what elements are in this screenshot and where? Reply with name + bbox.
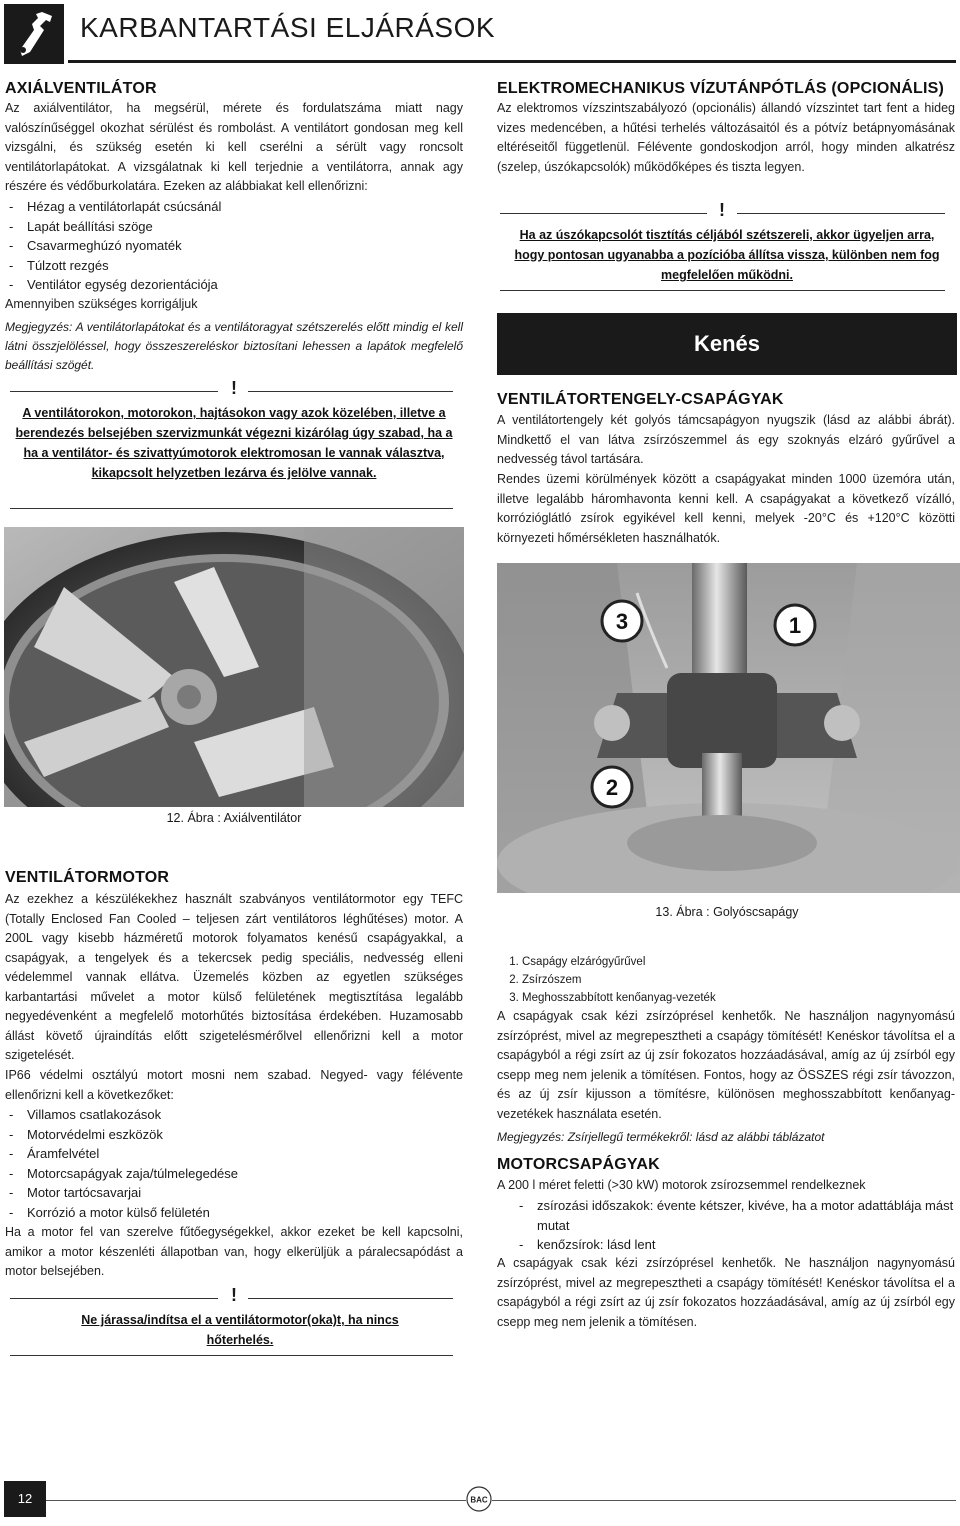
- svg-text:1: 1: [788, 613, 802, 638]
- footer-rule: [492, 1500, 956, 1501]
- list-item: - Korrózió a motor külső felületén: [5, 1203, 463, 1223]
- warning-rule: [737, 213, 945, 214]
- shaft-bearing-paragraph-2: Rendes üzemi körülmények között a csapágyakat minden 1000 üzemóra után, illetve legalább háromhavonta kenni kell. A csapágyakat a következő vízálló, korrózióglátló zsírok egyikével kell kenni, melyek -20°C és +120°C közötti környezeti hőmérsékleten használhatók.: [497, 472, 955, 545]
- page-title: KARBANTARTÁSI ELJÁRÁSOK: [80, 12, 496, 43]
- motor-title: VENTILÁTORMOTOR: [5, 869, 170, 886]
- bearing-caption: 13. Ábra : Golyóscsapágy: [655, 905, 799, 919]
- motor-bearing-title: MOTORCSAPÁGYAK: [497, 1156, 660, 1173]
- warning-rule: [10, 1355, 453, 1356]
- list-item: - Villamos csatlakozások: [5, 1105, 463, 1125]
- axial-paragraph: Az axiálventilátor, ha megsérül, mérete és fordulatszáma miatt nagy valószínűséggel okozhat sérülést és rombolást. A ventilátort gondosan meg kell vizsgálni, és szükség esetén ki kell cserélni a sérült vagy roncsolt ventilátorlapátokat. A vizsgálatnak ki kell terjednie a ventilátorra, annak agy részére és védőburkolatára. Ezeken az alábbiakat kell ellenőrizni:: [5, 101, 463, 193]
- elektro-title: ELEKTROMECHANIKUS VÍZUTÁNPÓTLÁS (OPCIONÁLIS): [497, 80, 945, 97]
- list-item: 2. Zsírzószem: [522, 971, 960, 989]
- shaft-bearing-note: Megjegyzés: Zsírjellegű termékekről: lásd az alábbi táblázatot: [497, 1130, 825, 1144]
- warning-rule: [500, 213, 707, 214]
- warning-icon: !: [231, 378, 237, 398]
- elektro-paragraph: Az elektromos vízszintszabályozó (opcionális) állandó vízszintet tart fent a hideg vizes medencében, a hűtési terhelés változásaitól és a pótvíz betápnyomásának eltéréseitől függetlenül. Félévente gondoskodjon arról, hogy minden alkatrész (szelep, úszókapcsolók) működőképes és tiszta legyen.: [497, 101, 955, 174]
- page-number: 12: [4, 1481, 46, 1517]
- warning-rule: [10, 508, 453, 509]
- bearing-illustration: [497, 563, 960, 893]
- axial-after: Amennyiben szükséges korrigáljuk: [5, 297, 198, 311]
- callout-1: [775, 605, 815, 645]
- warning-rule: [248, 1298, 453, 1299]
- list-item: - Motor tartócsavarjai: [5, 1183, 463, 1203]
- warning-rule: [500, 290, 945, 291]
- axial-note: Megjegyzés: A ventilátorlapátokat és a ventilátoragyat szétszerelés előtt mindig el kell látni összjelöléssel, hogy összeszereléskor biztosítani lehessen a lapátok megfelelő beállítási szögét.: [5, 320, 463, 372]
- warning-rule: [248, 391, 453, 392]
- list-item: - Lapát beállítási szöge: [5, 217, 463, 237]
- callout-3: [602, 601, 642, 641]
- motor-warning: Ne járassa/indítsa el a ventilátormotor(oka)t, ha nincs hőterhelés.: [81, 1313, 399, 1347]
- footer-rule: [46, 1500, 466, 1501]
- motor-check-list: [5, 1105, 463, 1222]
- svg-text:3: 3: [615, 609, 629, 634]
- list-item: - Motorvédelmi eszközök: [5, 1125, 463, 1145]
- bac-logo-icon: [466, 1486, 492, 1512]
- shaft-bearing-paragraph-1: A ventilátortengely két golyós támcsapágyon nyugszik (lásd az alábbi ábrát). Mindkettő el van látva zsírzószemmel ás egy szoknyás elzáró gyűrűvel a nedvesség távol tartására.: [497, 413, 955, 466]
- motor-paragraph-1: Az ezekhez a készülékekhez használt szabványos ventilátormotor egy TEFC (Totally Enclosed Fan Cooled – teljesen zárt ventilátoros léghűtéses) motor. A 200L vagy kisebb házméretű motorok folyamatos kenésű csapágyakkal, a csapágyak, a tengelyek és a tekercsek pedig speciális, nedvesség elleni védelemmel vannak ellátva. Üzemelés közben az egyetlen szükséges karbantartási művelet a motor külső felületének megtisztítása legalább negyedévenként a megfelelő motorhűtés biztosítása érdekében. Huzamosabb állást követő újraindítás előtt szigetelésmérőlvel ellenőrizni kell a motor szigetelését.: [5, 892, 463, 1062]
- bearing-parts-list: [500, 953, 960, 1007]
- warning-rule: [10, 391, 218, 392]
- callout-2: [592, 767, 632, 807]
- list-item: 1. Csapágy elzárógyűrűvel: [522, 953, 960, 971]
- list-item: - kenőzsírok: lásd lent: [515, 1235, 955, 1255]
- motor-bearing-paragraph-1: A 200 l méret feletti (>30 kW) motorok zsírozsemmel rendelkeznek: [497, 1178, 866, 1192]
- axial-caption: 12. Ábra : Axiálventilátor: [166, 811, 302, 825]
- header-rule: [68, 60, 956, 63]
- axial-warning: A ventilátorokon, motorokon, hajtásokon vagy azok közelében, illetve a berendezés belsejében szervizmunkát végezni kizárólag úgy szabad, ha a ha a ventilátor- és szivattyúmotorok elektromosan le vannak választva, kikapcsolt helyzetben lezárva és jelölve vannak.: [15, 406, 453, 480]
- axial-check-list: [5, 197, 463, 295]
- bearing-photo: [497, 563, 960, 893]
- motor-bearing-list: [515, 1196, 955, 1255]
- header-logo: [4, 4, 64, 64]
- motor-bearing-paragraph-2: A csapágyak csak kézi zsírzóprésel kenhetők. Ne használjon nagynyomású zsírzóprést, mivel az megrepesztheti a csapágy tömítését! Kenéskor távolítsa el a csapágyból a régi zsírt az új zsír fokozatos hozzáadásával, amíg az új zsírból egy csepp meg nem jelenik a tömítésen.: [497, 1256, 955, 1329]
- shaft-bearing-title: VENTILÁTORTENGELY-CSAPÁGYAK: [497, 391, 784, 408]
- list-item: - Áramfelvétel: [5, 1144, 463, 1164]
- shaft-bearing-paragraph-3: A csapágyak csak kézi zsírzóprésel kenhetők. Ne használjon nagynyomású zsírzóprést, mivel az megrepesztheti a csapágy tömítését! Kenéskor távolítsa el a csapágyból a régi zsírt az új zsír fokozatos hozzáadásával, amíg az új zsírból egy csepp meg nem jelenik a tömítésen. Fontos, hogy az ÖSSZES régi zsír távozzon, és az új zsír kijusson a tömítésre, különösen meghosszabbított kenőanyag-vezetékek használata esetén.: [497, 1009, 955, 1121]
- warning-icon: !: [719, 200, 725, 220]
- motor-paragraph-3: Ha a motor fel van szerelve fűtőegységekkel, akkor ezeket be kell kapcsolni, amikor a motor készenléti állapotban van, hogy elkerüljük a páralecsapódást a motor belsejében.: [5, 1225, 463, 1278]
- svg-text:2: 2: [605, 775, 619, 800]
- warning-icon: !: [231, 1285, 237, 1305]
- list-item: - Túlzott rezgés: [5, 256, 463, 276]
- list-item: - Hézag a ventilátorlapát csúcsánál: [5, 197, 463, 217]
- warning-rule: [10, 1298, 218, 1299]
- elektro-warning: Ha az úszókapcsolót tisztítás céljából szétszereli, akkor ügyeljen arra, hogy pontosan ugyanabba a pozícióba állítsa vissza, különben nem fog megfelelően működni.: [514, 228, 940, 282]
- svg-text:BAC: BAC: [470, 1495, 488, 1505]
- kenes-section-bar: Kenés: [497, 313, 957, 375]
- axial-fan-illustration: [4, 527, 464, 807]
- list-item: - Ventilátor egység dezorientációja: [5, 275, 463, 295]
- wrench-hand-icon: [4, 4, 64, 64]
- footer-logo: [466, 1486, 492, 1512]
- motor-paragraph-2: IP66 védelmi osztályú motort mosni nem szabad. Negyed- vagy félévente ellenőrizni kell a következőket:: [5, 1068, 463, 1102]
- axial-title: AXIÁLVENTILÁTOR: [5, 80, 157, 97]
- list-item: - Motorcsapágyak zaja/túlmelegedése: [5, 1164, 463, 1184]
- axial-fan-photo: [4, 527, 464, 807]
- list-item: - Csavarmeghúzó nyomaték: [5, 236, 463, 256]
- list-item: 3. Meghosszabbított kenőanyag-vezeték: [522, 989, 960, 1007]
- list-item: - zsírozási időszakok: évente kétszer, kivéve, ha a motor adattáblája mást mutat: [515, 1196, 955, 1235]
